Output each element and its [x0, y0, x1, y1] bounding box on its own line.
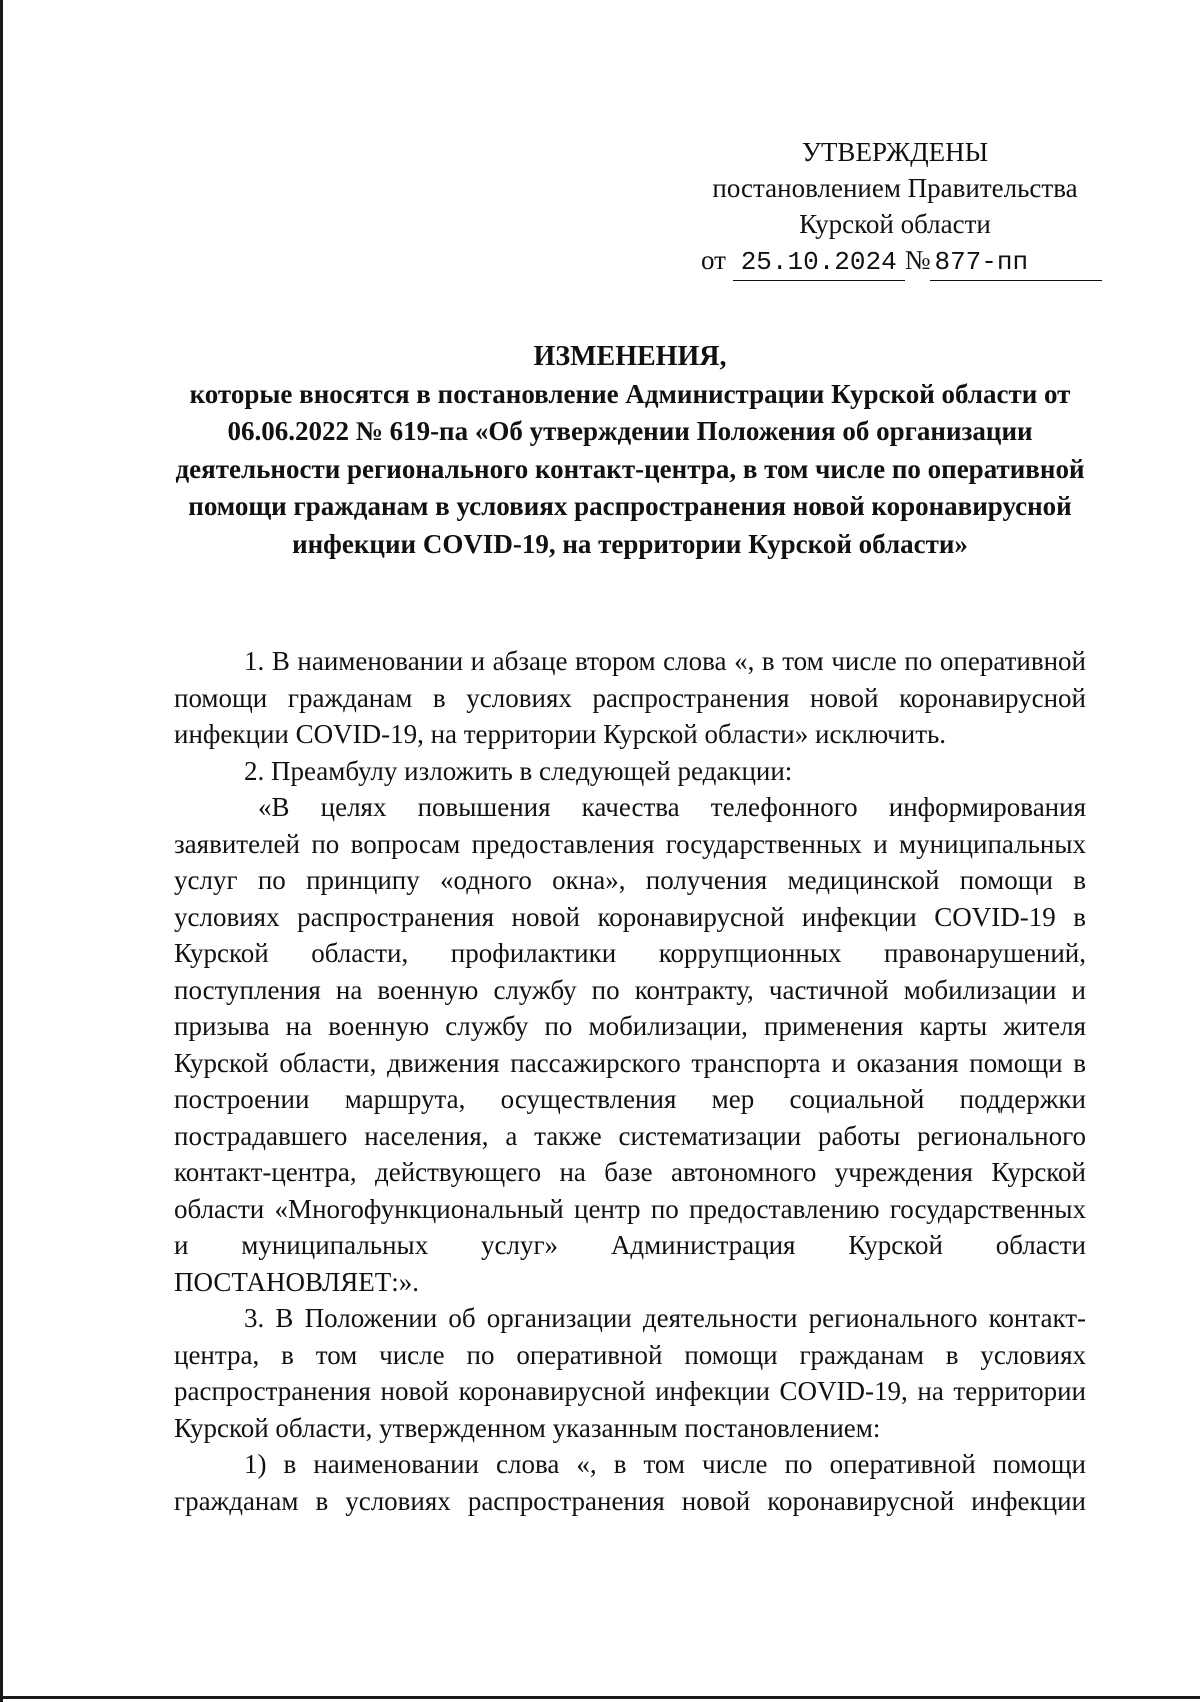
scan-left-edge [0, 0, 3, 1702]
approval-number: 877-пп [930, 244, 1102, 281]
date-prefix: от [701, 245, 726, 275]
title-subtitle: которые вносятся в постановление Администрации Курской области от 06.06.2022 № 619-па «Об утверждении Положения об организации деятельности регионального контакт-центра, в том числе по оперативной помощи гражданам в условиях распространения новой коронавирусной инфекции COVID-19, на территории Курской области» [175, 378, 1085, 559]
approval-authority: постановлением Правительства [712, 173, 1078, 203]
approval-date: 25.10.2024 [733, 244, 905, 281]
approval-stamp [700, 134, 1090, 281]
paragraph-3: 3. В Положении об организации деятельности регионального контакт-центра, в том числе по оперативной помощи гражданам в условиях распространения новой коронавирусной инфекции COVID-19, на территории Курской области, утвержденном указанным постановлением: [174, 1303, 1086, 1443]
document-body [174, 643, 1086, 1519]
title-heading: ИЗМЕНЕНИЯ, [533, 341, 727, 372]
scan-bottom-edge [0, 1696, 1200, 1699]
approval-region: Курской области [799, 209, 991, 239]
paragraph-1: 1. В наименовании и абзаце втором слова «, в том числе по оперативной помощи гражданам в условиях распространения новой коронавирусной инфекции COVID-19, на территории Курской области» исключить. [174, 646, 1086, 749]
paragraph-preamble: «В целях повышения качества телефонного информирования заявителей по вопросам предоставления государственных и муниципальных услуг по принципу «одного окна», получения медицинской помощи в условиях распространения новой коронавирусной инфекции COVID-19 в Курской области, профилактики коррупционных правонарушений, поступления на военную службу по контракту, частичной мобилизации и призыва на военную службу по мобилизации, применения карты жителя Курской области, движения пассажирского транспорта и оказания помощи в построении маршрута, осуществления мер социальной поддержки пострадавшего населения, а также систематизации работы регионального контакт-центра, действующего на базе автономного учреждения Курской области «Многофункциональный центр по предоставлению государственных и муниципальных услуг» Администрация Курской области ПОСТАНОВЛЯЕТ:». [174, 792, 1086, 1297]
number-sign: № [904, 245, 931, 275]
document-title [170, 338, 1090, 563]
approval-date-line [700, 242, 1090, 281]
paragraph-3-1: 1) в наименовании слова «, в том числе по оперативной помощи гражданам в условиях распространения новой коронавирусной инфекции [174, 1449, 1086, 1516]
approval-heading: УТВЕРЖДЕНЫ [801, 137, 989, 167]
paragraph-2: 2. Преамбулу изложить в следующей редакции: [244, 755, 793, 786]
